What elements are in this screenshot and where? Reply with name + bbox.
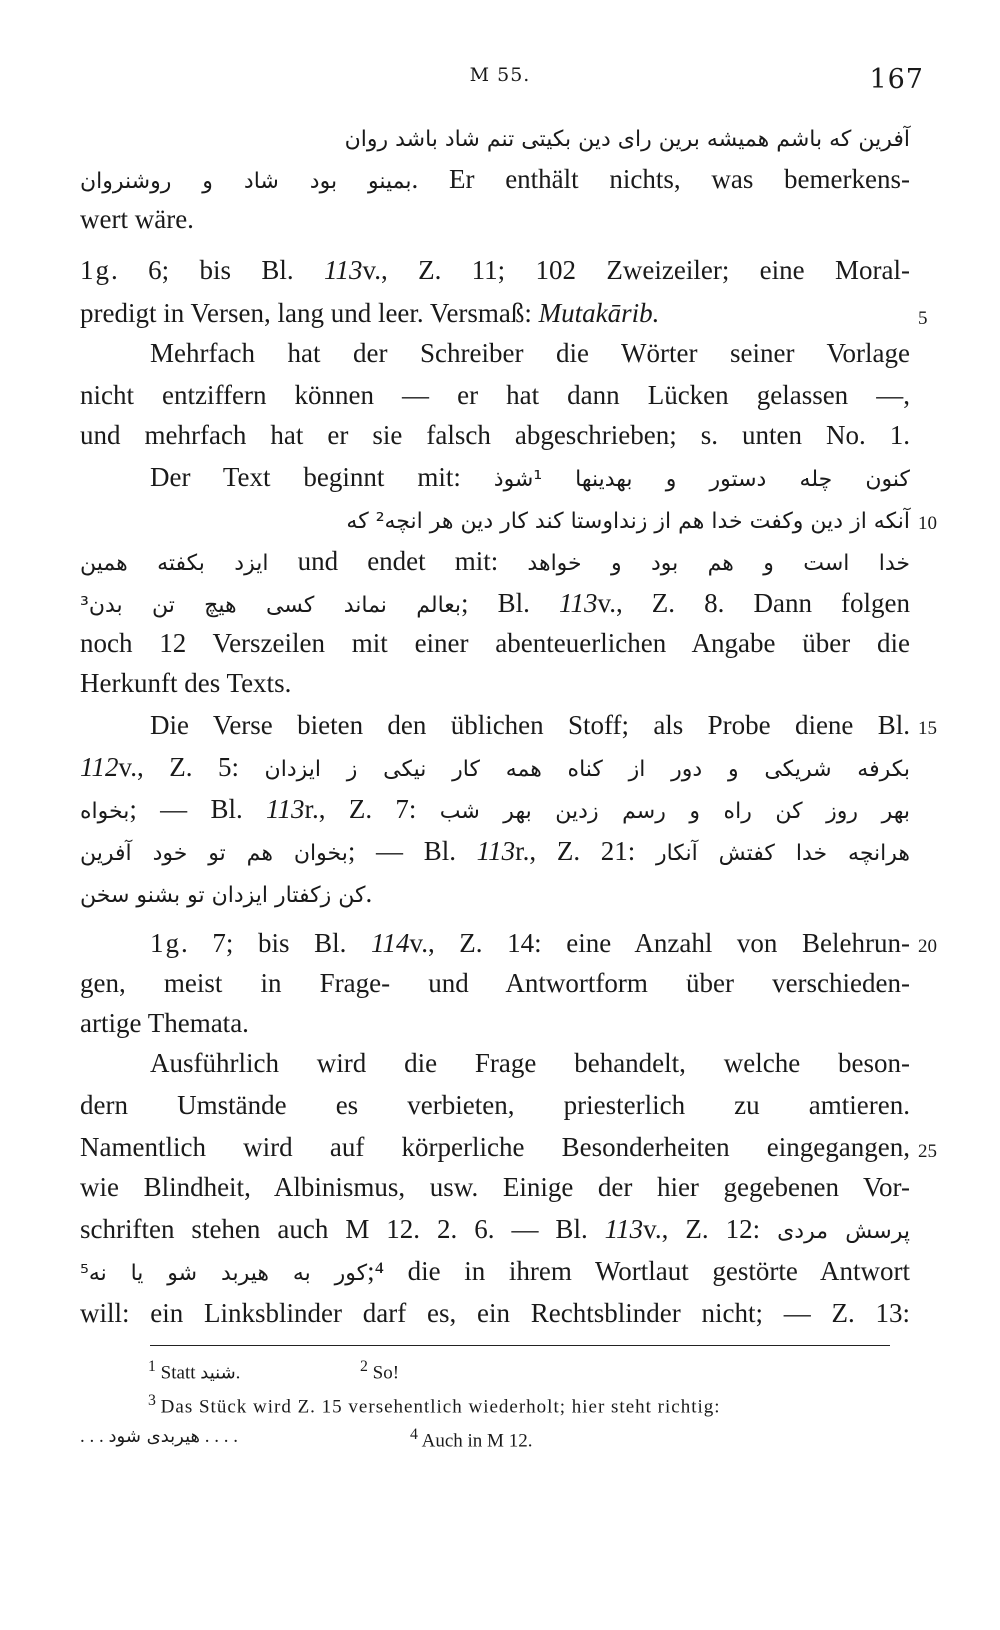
arabic-text: کنون چله دستور و بهدینها [575, 467, 910, 492]
text-span: 1g [80, 255, 111, 285]
text-line [80, 1006, 910, 1040]
arabic-text: هرانچه خدا کفتش آنکار [655, 841, 910, 866]
text-line [80, 162, 910, 199]
text-span: r., Z. 21: [515, 836, 656, 866]
text-line [80, 296, 910, 330]
text-span: 114 [370, 928, 410, 958]
running-header: M 55. [469, 64, 531, 86]
text-span: ; — Bl. [129, 794, 267, 824]
text-span: dern Umstände es verbieten, priesterlich zu amtieren. [80, 1090, 910, 1120]
footnote-2 [360, 1358, 399, 1384]
footnote-arabic: شنید [200, 1362, 236, 1384]
text-span: 113 [476, 836, 516, 866]
text-line [80, 834, 910, 871]
arabic-text: آنکه از دین وکفت خدا هم از زنداوستا کند کار دین هر انچه² که [346, 509, 910, 534]
text-line [80, 1254, 910, 1291]
text-span: ;⁴ die in ihrem Wortlaut gestörte Antwort [367, 1256, 910, 1286]
text-span: . [365, 878, 373, 908]
footnote-4 [410, 1426, 532, 1452]
text-span: 113 [558, 588, 598, 618]
footnote-ellipsis: . . . [80, 1426, 104, 1447]
text-span: 1g [150, 928, 181, 958]
text-span: und endet mit: [268, 546, 528, 576]
text-span [542, 462, 575, 492]
arabic-text: ایزد بکفته همین [80, 551, 269, 576]
line-number: 15 [918, 718, 937, 739]
text-span: 112 [80, 752, 119, 782]
text-line [150, 708, 910, 742]
text-span: und mehrfach hat er sie falsch abgeschrieben; s. unten No. 1. [80, 420, 910, 450]
text-span: . 7; bis Bl. [181, 928, 371, 958]
text-span: Namentlich wird auf körperliche Besonderheiten eingegangen, [80, 1132, 910, 1162]
arabic-text: آفرین که باشم همیشه برین رای دین بکیتی تنم شاد باشد روان [344, 127, 910, 152]
text-line [80, 750, 910, 787]
text-span: v., Z. 8. Dann folgen [597, 588, 910, 618]
text-line [150, 926, 910, 960]
footnote-text: Auch in M 12. [421, 1430, 533, 1452]
text-span: . 6; bis Bl. [111, 255, 324, 285]
text-span: v., Z. 11; 102 Zweizeiler; eine Moral- [362, 255, 910, 285]
arabic-text: پرسش مردی [777, 1219, 910, 1244]
text-span: Ausführlich wird die Frage behandelt, welche beson- [150, 1048, 910, 1078]
arabic-text: خدا است و هم بود و خواهد [527, 551, 911, 576]
text-line [150, 336, 910, 370]
line-number: 25 [918, 1141, 937, 1162]
footnote-mark: 1 [148, 1358, 156, 1375]
text-line [80, 626, 910, 660]
arabic-text: بعالم نماند کسی هیچ تن بدن³ [80, 593, 462, 618]
arabic-text: بهر روز کن راه و رسم زدین بهر شب [439, 799, 910, 824]
arabic-text: کن زکفتار ایزدان تو بشنو سخن [80, 883, 366, 908]
text-span: ; Bl. [461, 588, 559, 618]
text-line [80, 418, 910, 452]
text-line [80, 1170, 910, 1204]
text-span: gen, meist in Frage- und Antwortform über verschieden- [80, 968, 910, 998]
text-span: nicht entziffern können — er hat dann Lücken gelassen —, [80, 380, 910, 410]
arabic-text: ¹شوذ [493, 467, 543, 492]
text-line [80, 586, 910, 623]
text-span: artige Themata. [80, 1008, 249, 1038]
text-line [80, 966, 910, 1000]
text-span: 113 [604, 1214, 644, 1244]
text-line [80, 502, 910, 539]
footnote-text: Das Stück wird Z. 15 versehentlich wiederholt; hier steht richtig: [160, 1396, 721, 1418]
text-line [80, 544, 910, 581]
arabic-text: بخوان هم تو خود آفرین [80, 841, 348, 866]
arabic-text: بکرفه شریکی و دور از کناه همه کار نیکی ز ایزدان [264, 757, 911, 782]
footnote-ellipsis: . . . . [204, 1426, 239, 1447]
text-line [80, 1130, 910, 1164]
text-span: . Er enthält nichts, was bemerkens- [411, 164, 910, 194]
text-line [80, 378, 910, 412]
text-line [150, 1046, 910, 1080]
line-number: 10 [918, 513, 937, 534]
text-span: v., Z. 5: [118, 752, 265, 782]
text-span: 113 [323, 255, 363, 285]
text-line [80, 666, 910, 700]
text-span: Mutakārib. [538, 298, 660, 328]
text-span: v., Z. 12: [643, 1214, 778, 1244]
footnote-text: Statt [160, 1362, 196, 1384]
text-span: schriften stehen auch M 12. 2. 6. — Bl. [80, 1214, 605, 1244]
text-line [80, 876, 910, 913]
arabic-text: بمینو بود شاد و روشنروان [80, 169, 412, 194]
line-number: 5 [918, 308, 928, 329]
arabic-text: بخواه [80, 799, 130, 824]
line-number: 20 [918, 936, 937, 957]
footnote-3 [148, 1392, 721, 1418]
text-span: Der Text beginnt mit: [150, 462, 494, 492]
text-line [80, 120, 910, 157]
text-line [150, 460, 910, 497]
arabic-text: کور به هیربد شو یا نه⁵ [80, 1261, 368, 1286]
text-span: will: ein Linksblinder darf es, ein Rechtsblinder nicht; — Z. 13: [80, 1298, 910, 1328]
footnote-mark: 2 [360, 1358, 368, 1375]
footnote-1: $^1$ Statt شنید. [148, 1358, 241, 1384]
footnote-3-quote [80, 1426, 238, 1448]
footnote-arabic: هیربدی شود [108, 1426, 201, 1447]
text-span: Mehrfach hat der Schreiber die Wörter seiner Vorlage [150, 338, 910, 368]
text-span: ; — Bl. [347, 836, 477, 866]
text-span: r., Z. 7: [304, 794, 440, 824]
text-span: Die Verse bieten den üblichen Stoff; als Probe diene Bl. [150, 710, 910, 740]
footnote-mark: 4 [410, 1426, 418, 1443]
text-line [80, 202, 910, 236]
text-line [80, 1088, 910, 1122]
text-line [80, 1296, 910, 1330]
text-span: Herkunft des Texts. [80, 668, 292, 698]
footnote-text: So! [372, 1362, 400, 1384]
text-line [80, 792, 910, 829]
footnote-mark: 3 [148, 1392, 156, 1409]
footnote-rule [150, 1345, 890, 1346]
text-span: v., Z. 14: eine Anzahl von Belehrun- [409, 928, 910, 958]
text-line [80, 253, 910, 287]
page-number: 167 [869, 64, 924, 95]
text-span: predigt in Versen, lang und leer. Versmaß: [80, 298, 539, 328]
text-span: wert wäre. [80, 204, 194, 234]
text-line [80, 1212, 910, 1249]
text-span: wie Blindheit, Albinismus, usw. Einige der hier gegebenen Vor- [80, 1172, 910, 1202]
text-span: noch 12 Verszeilen mit einer abenteuerlichen Angabe über die [80, 628, 910, 658]
text-span: 113 [266, 794, 305, 824]
